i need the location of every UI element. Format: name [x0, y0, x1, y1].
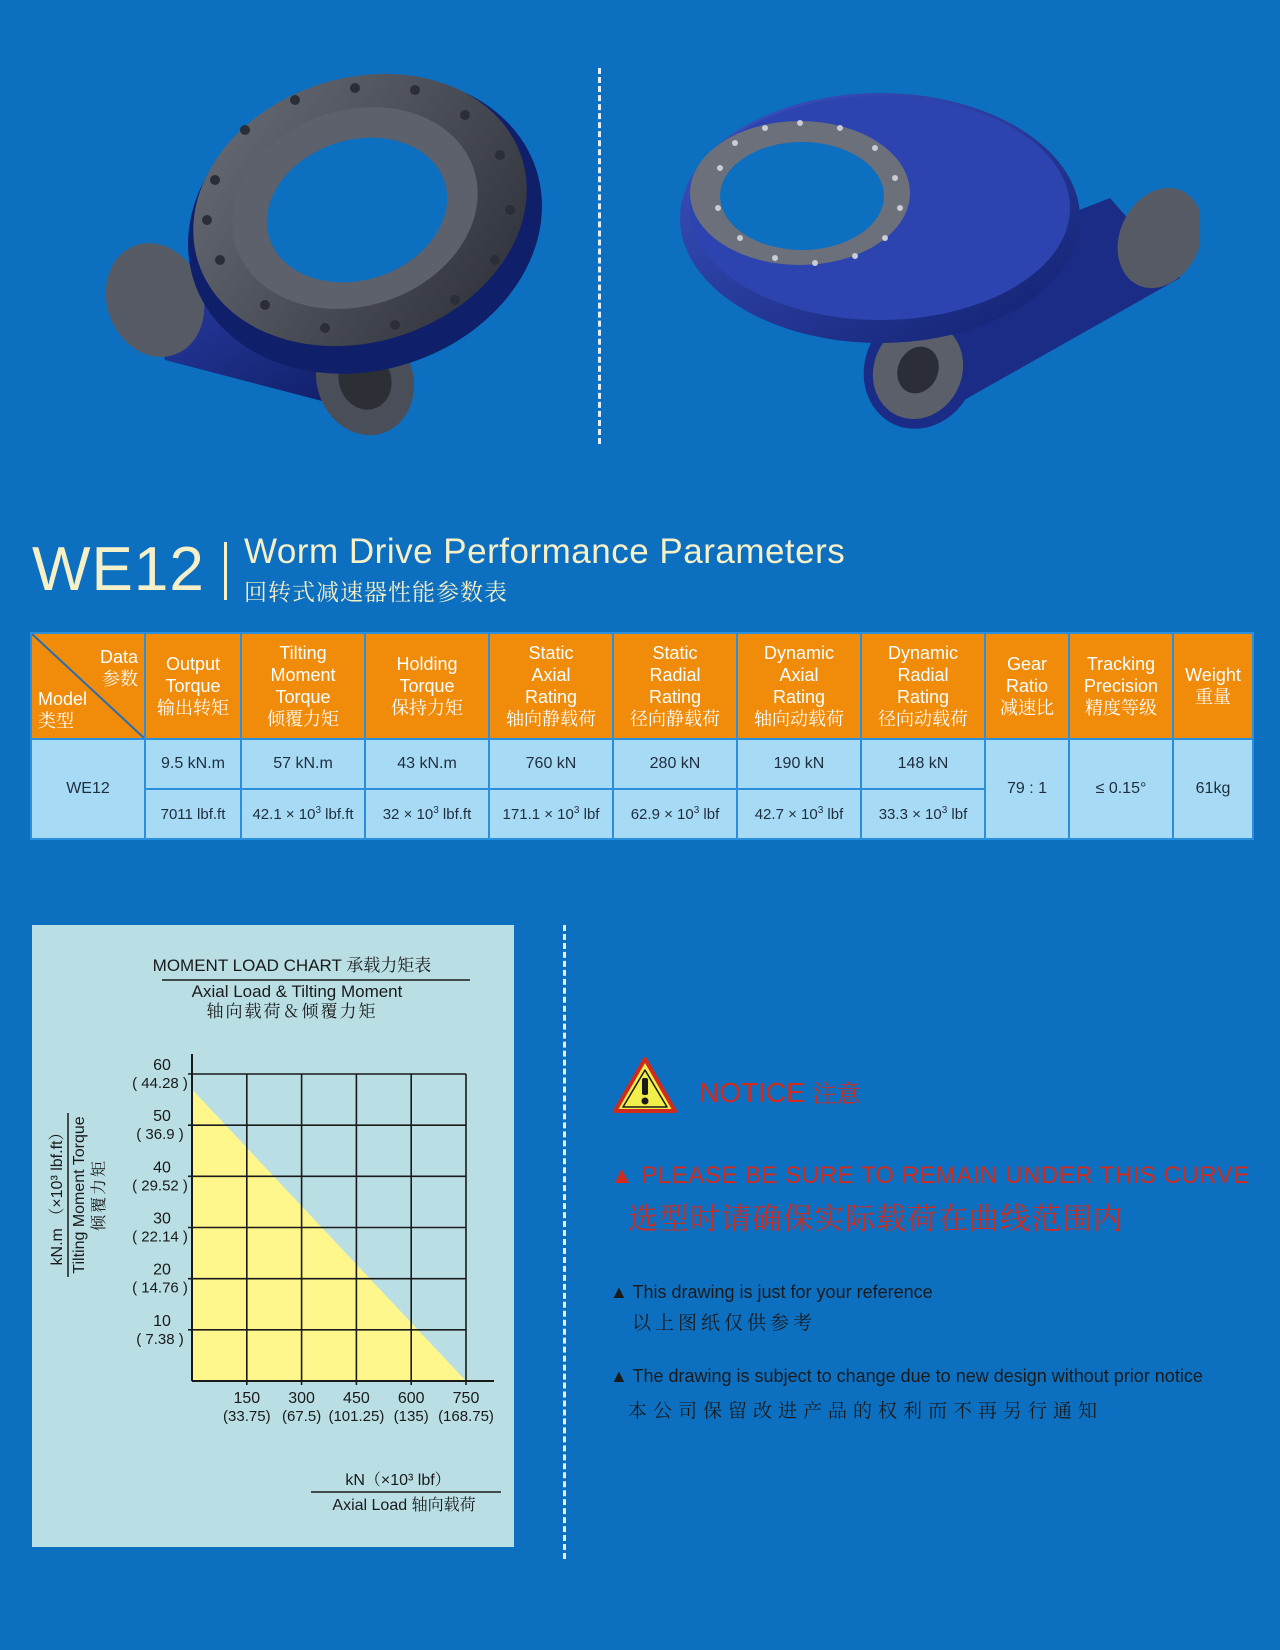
worm-drive-image-right	[680, 88, 1200, 438]
chart-title: MOMENT LOAD CHART 承载力矩表	[152, 956, 432, 975]
col-header	[861, 633, 985, 739]
y-tick-label: 60	[153, 1057, 171, 1074]
col-header-en-line: Torque	[165, 676, 221, 696]
y-tick-label: 30	[153, 1210, 171, 1228]
y-axis-unit: kN.m （×10³ lbf.ft）	[49, 1124, 66, 1266]
y-axis-title	[49, 1113, 108, 1277]
x-tick-label: 750	[452, 1390, 480, 1407]
y-tick-label: 40	[153, 1159, 171, 1177]
x-tick-sublabel: (33.75)	[223, 1408, 271, 1425]
col-header	[1069, 633, 1173, 739]
col-header-en-line: Axial	[531, 665, 571, 685]
col-header-cn: 轴向静载荷	[506, 709, 596, 729]
output-torque-imperial	[145, 789, 241, 839]
y-tick-label: 20	[153, 1261, 171, 1279]
col-header-en-line: Rating	[524, 687, 578, 707]
imperial-exponent: 3	[817, 805, 824, 816]
y-tick-sublabel: ( 44.28 )	[132, 1075, 188, 1092]
col-header-cn: 输出转矩	[157, 698, 229, 718]
col-header-en-line: Precision	[1083, 676, 1159, 696]
col-header	[985, 633, 1069, 739]
imperial-unit: lbf.ft	[438, 806, 472, 823]
imperial-exponent: 3	[693, 805, 700, 816]
static-axial-metric: 760 kN	[489, 739, 613, 789]
col-header-en-line: Holding	[396, 654, 458, 674]
col-header-en-line: Gear	[1006, 654, 1048, 674]
warning-text-en: ▲ PLEASE BE SURE TO REMAIN UNDER THIS CURVE	[610, 1162, 1250, 1189]
gear-ratio-cell: 79 : 1	[985, 739, 1069, 839]
notice-heading: NOTICE 注意	[699, 1077, 861, 1108]
x-tick-sublabel: (67.5)	[282, 1408, 322, 1425]
col-header-cn: 径向静载荷	[630, 709, 720, 729]
table-row-metric	[31, 739, 1253, 789]
col-header	[613, 633, 737, 739]
tilting-moment-metric: 57 kN.m	[241, 739, 365, 789]
page-title: Worm Drive Performance Parameters	[244, 532, 846, 571]
output-torque-metric: 9.5 kN.m	[145, 739, 241, 789]
chart-subtitle: Axial Load & Tilting Moment	[191, 982, 403, 1001]
plot-area	[132, 1054, 494, 1425]
col-header-cn: 倾覆力矩	[267, 709, 339, 729]
imperial-exponent: 3	[315, 805, 322, 816]
divider-bottom	[563, 925, 566, 1559]
y-tick-sublabel: ( 29.52 )	[132, 1177, 188, 1195]
col-header-en-line: Torque	[275, 687, 331, 707]
col-header-en-line: Rating	[896, 687, 950, 707]
x-tick-label: 450	[343, 1390, 370, 1407]
x-tick-label: 300	[288, 1390, 315, 1407]
col-header	[1173, 633, 1253, 739]
model-cell: WE12	[31, 739, 145, 839]
static-axial-imperial	[489, 789, 613, 839]
y-tick-sublabel: ( 7.38 )	[136, 1330, 184, 1348]
col-header	[737, 633, 861, 739]
col-header-cn: 重量	[1195, 687, 1231, 707]
imperial-unit: lbf	[699, 806, 720, 823]
col-header-en-line: Tracking	[1086, 654, 1156, 674]
imperial-exponent: 3	[941, 805, 948, 816]
imperial-exponent: 3	[433, 805, 439, 816]
col-header	[489, 633, 613, 739]
reference-note-cn: 以上图纸仅供参考	[632, 1313, 817, 1334]
moment-load-chart	[32, 925, 514, 1547]
x-axis-label: Axial Load 轴向载荷	[332, 1497, 476, 1514]
tilting-moment-imperial	[241, 789, 365, 839]
col-header-en-line: Dynamic	[887, 643, 958, 663]
holding-torque-imperial	[365, 789, 489, 839]
col-header-en-line: Axial	[779, 665, 819, 685]
col-header-en-line: Torque	[399, 676, 455, 696]
col-header-en-line: Output	[165, 654, 221, 674]
col-header-en-line: Static	[528, 643, 574, 663]
worm-drive-image-left	[95, 60, 545, 450]
y-tick-label: 10	[153, 1312, 171, 1330]
col-header-cn: 减速比	[1000, 698, 1054, 718]
performance-table	[30, 632, 1254, 840]
divider-top	[598, 68, 601, 444]
corner-model-label: Model 类型	[38, 689, 88, 731]
imperial-exponent: 3	[573, 805, 580, 816]
imperial-value: 62.9 × 10	[630, 806, 694, 823]
chart-subtitle-cn: 轴向载荷＆倾覆力矩	[206, 1002, 378, 1021]
chart-canvas	[32, 925, 514, 1547]
change-note-en: ▲ The drawing is subject to change due to new design without prior notice	[610, 1366, 1203, 1386]
imperial-unit: lbf.ft	[321, 806, 354, 823]
static-radial-metric: 280 kN	[613, 739, 737, 789]
imperial-unit: lbf	[823, 806, 844, 823]
col-header-en-line: Radial	[897, 665, 949, 685]
corner-data-label: Data 参数	[99, 647, 138, 689]
dynamic-radial-imperial	[861, 789, 985, 839]
y-axis-label: Tilting Moment Torque	[71, 1116, 88, 1274]
imperial-value: 42.7 × 10	[754, 806, 818, 823]
x-tick-sublabel: (135)	[393, 1408, 429, 1425]
col-header-en-line: Tilting	[279, 643, 327, 663]
imperial-value: 7011 lbf.ft	[160, 805, 226, 823]
imperial-unit: lbf	[947, 806, 968, 823]
col-header-cn: 保持力矩	[391, 698, 463, 718]
col-header-en-line: Weight	[1185, 665, 1241, 685]
col-header-en-line: Moment	[270, 665, 336, 685]
col-header-cn: 径向动载荷	[878, 709, 968, 729]
col-header	[145, 633, 241, 739]
dynamic-axial-imperial	[737, 789, 861, 839]
y-tick-sublabel: ( 22.14 )	[132, 1228, 188, 1246]
col-header-en-line: Dynamic	[763, 643, 834, 663]
x-tick-label: 150	[233, 1390, 261, 1407]
warning-text-cn: 选型时请确保实际载荷在曲线范围内	[628, 1203, 1124, 1236]
x-tick-sublabel: (168.75)	[438, 1408, 494, 1425]
model-title: WE12	[32, 535, 205, 604]
x-tick-label: 600	[397, 1390, 425, 1407]
y-axis-label-cn: 倾覆力矩	[91, 1158, 108, 1232]
col-header-en-line: Radial	[649, 665, 701, 685]
y-tick-sublabel: ( 36.9 )	[136, 1126, 184, 1144]
dynamic-axial-metric: 190 kN	[737, 739, 861, 789]
page-title-cn: 回转式减速器性能参数表	[244, 579, 508, 605]
col-header-cn: 精度等级	[1085, 698, 1157, 718]
reference-note-en: ▲ This drawing is just for your reference	[610, 1282, 933, 1302]
col-header-en-line: Rating	[772, 687, 826, 707]
change-note-cn: 本公司保留改进产品的权利而不再另行通知	[628, 1401, 1104, 1422]
table-header-row	[31, 633, 1253, 739]
dynamic-radial-metric: 148 kN	[861, 739, 985, 789]
safe-load-area	[192, 1089, 466, 1381]
imperial-value: 171.1 × 10	[502, 806, 574, 823]
warning-triangle-icon	[612, 1056, 678, 1114]
y-tick-label: 50	[153, 1108, 171, 1126]
x-tick-sublabel: (101.25)	[328, 1408, 385, 1425]
imperial-value: 32 × 10	[382, 806, 434, 823]
holding-torque-metric: 43 kN.m	[365, 739, 489, 789]
imperial-value: 33.3 × 10	[878, 806, 942, 823]
col-header-en-line: Ratio	[1005, 676, 1049, 696]
x-axis-unit: kN（×10³ lbf）	[345, 1472, 451, 1489]
imperial-unit: lbf	[579, 806, 600, 823]
static-radial-imperial	[613, 789, 737, 839]
col-header-en-line: Rating	[648, 687, 702, 707]
weight-cell: 61kg	[1173, 739, 1253, 839]
col-header-en-line: Static	[652, 643, 698, 663]
precision-cell: ≤ 0.15°	[1069, 739, 1173, 839]
y-tick-sublabel: ( 14.76 )	[132, 1279, 188, 1297]
col-header	[365, 633, 489, 739]
col-header-cn: 轴向动载荷	[754, 709, 844, 729]
imperial-value: 42.1 × 10	[252, 806, 316, 823]
title-divider	[224, 542, 227, 600]
col-header	[241, 633, 365, 739]
table-corner-cell	[31, 633, 145, 739]
